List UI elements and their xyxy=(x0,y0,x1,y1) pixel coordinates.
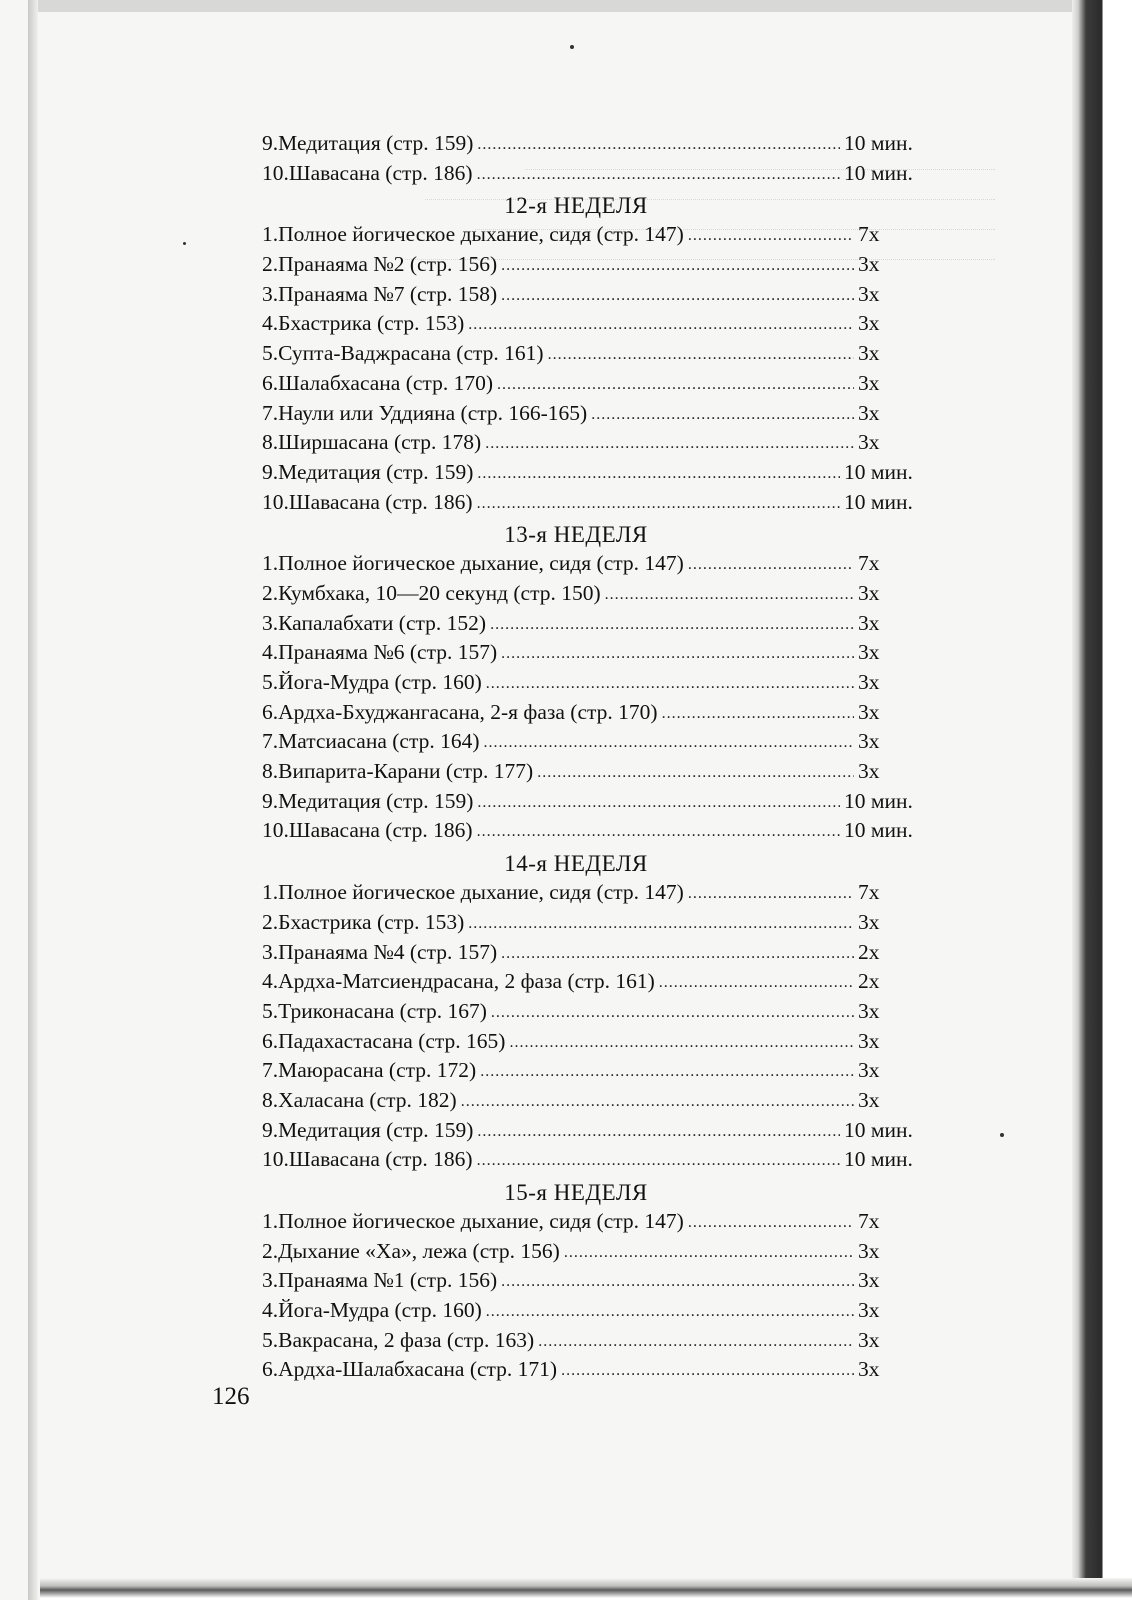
week-section xyxy=(262,190,930,519)
dot-leader xyxy=(688,556,854,574)
schedule-row xyxy=(262,910,930,940)
dot-leader xyxy=(468,915,854,933)
dot-leader xyxy=(501,257,854,275)
exercise-label: 7.Наули или Уддияна (стр. 166-165) xyxy=(262,400,588,425)
exercise-value: 10 мин. xyxy=(844,818,913,843)
dot-leader xyxy=(662,705,854,723)
dot-leader xyxy=(537,764,854,782)
schedule-row xyxy=(262,430,930,460)
dot-leader xyxy=(605,586,854,604)
schedule-row xyxy=(262,670,930,700)
schedule-row xyxy=(262,1357,930,1387)
exercise-label: 10.Шавасана (стр. 186) xyxy=(262,818,473,843)
dot-leader xyxy=(591,406,854,424)
exercise-label: 2.Кумбхака, 10—20 секунд (стр. 150) xyxy=(262,580,601,605)
schedule-row xyxy=(262,999,930,1029)
schedule-row xyxy=(262,611,930,641)
exercise-value: 3х xyxy=(858,370,880,395)
exercise-value: 7х xyxy=(858,1209,880,1233)
exercise-value: 2х xyxy=(858,939,880,964)
dot-leader xyxy=(477,794,840,812)
exercise-label: 9.Медитация (стр. 159) xyxy=(262,131,474,155)
dot-leader xyxy=(477,1123,840,1141)
exercise-value: 3х xyxy=(858,341,880,366)
exercise-value: 10 мин. xyxy=(844,788,913,813)
dot-leader xyxy=(491,1004,854,1022)
exercise-value: 10 мин. xyxy=(844,1117,913,1142)
exercise-label: 2.Дыхание «Ха», лежа (стр. 156) xyxy=(262,1238,560,1263)
page-edge-top xyxy=(30,0,1110,12)
schedule-row xyxy=(262,311,930,341)
exercise-value: 10 мин. xyxy=(844,489,913,514)
dot-leader xyxy=(688,885,854,903)
exercise-label: 4.Ардха-Матсиендрасана, 2 фаза (стр. 161) xyxy=(262,969,655,994)
exercise-label: 3.Пранаяма №1 (стр. 156) xyxy=(262,1268,498,1293)
schedule-row xyxy=(262,460,930,490)
exercise-label: 4.Пранаяма №6 (стр. 157) xyxy=(262,640,498,665)
exercise-label: 5.Супта-Ваджрасана (стр. 161) xyxy=(262,341,544,366)
dot-leader xyxy=(501,645,854,663)
dot-leader xyxy=(564,1244,854,1262)
schedule-row xyxy=(262,759,930,789)
exercise-label: 10.Шавасана (стр. 186) xyxy=(262,489,473,514)
exercise-label: 1.Полное йогическое дыхание, сидя (стр. 147) xyxy=(262,1209,684,1233)
exercise-value: 2х xyxy=(858,969,880,994)
dot-leader xyxy=(486,675,854,693)
schedule-row xyxy=(262,401,930,431)
dot-leader xyxy=(486,1303,854,1321)
exercise-label: 6.Шалабхасана (стр. 170) xyxy=(262,370,493,395)
dot-leader xyxy=(501,1273,854,1291)
exercise-label: 9.Медитация (стр. 159) xyxy=(262,1117,474,1142)
exercise-label: 6.Ардха-Бхуджангасана, 2-я фаза (стр. 170) xyxy=(262,699,658,724)
schedule-row xyxy=(262,490,930,520)
schedule-row xyxy=(262,789,930,819)
exercise-value: 3х xyxy=(858,670,880,694)
schedule-row xyxy=(262,371,930,401)
dot-leader xyxy=(688,1214,854,1232)
exercise-value: 3х xyxy=(858,699,880,724)
dot-leader xyxy=(477,166,840,184)
exercise-value: 3х xyxy=(858,759,880,784)
exercise-value: 3х xyxy=(858,610,880,635)
exercise-value: 3х xyxy=(858,909,880,934)
exercise-label: 2.Бхастрика (стр. 153) xyxy=(262,909,465,934)
exercise-value: 3х xyxy=(858,311,880,336)
week-title: 15-я НЕДЕЛЯ xyxy=(504,1180,648,1205)
exercise-label: 9.Медитация (стр. 159) xyxy=(262,788,474,813)
exercise-value: 3х xyxy=(858,640,880,665)
schedule-row xyxy=(262,640,930,670)
exercise-label: 3.Пранаяма №7 (стр. 158) xyxy=(262,281,498,306)
dot-leader xyxy=(484,734,854,752)
dot-leader xyxy=(477,823,840,841)
exercise-label: 5.Триконасана (стр. 167) xyxy=(262,998,487,1023)
dot-leader xyxy=(490,616,854,634)
exercise-value: 3х xyxy=(858,1298,880,1323)
exercise-value: 10 мин. xyxy=(844,131,913,155)
schedule-row xyxy=(262,729,930,759)
exercise-label: 6.Ардха-Шалабхасана (стр. 171) xyxy=(262,1357,558,1382)
dot-leader xyxy=(468,316,854,334)
exercise-value: 3х xyxy=(858,1238,880,1263)
exercise-value: 3х xyxy=(858,252,880,277)
exercise-value: 3х xyxy=(858,729,880,754)
schedule-row xyxy=(262,581,930,611)
exercise-label: 3.Капалабхати (стр. 152) xyxy=(262,610,487,635)
dot-leader xyxy=(688,227,854,245)
week-title: 13-я НЕДЕЛЯ xyxy=(504,522,648,548)
exercise-label: 4.Йога-Мудра (стр. 160) xyxy=(262,1298,482,1323)
schedule-row xyxy=(262,341,930,371)
exercise-value: 3х xyxy=(858,1087,880,1112)
dot-leader xyxy=(461,1093,854,1111)
exercise-label: 10.Шавасана (стр. 186) xyxy=(262,1147,473,1172)
dot-leader xyxy=(659,974,854,992)
scan-speck xyxy=(1000,1133,1004,1137)
page-edge-bottom xyxy=(40,1578,1132,1600)
schedule-row xyxy=(262,969,930,999)
exercise-value: 7х xyxy=(858,880,880,905)
schedule-row xyxy=(262,1298,930,1328)
schedule-row xyxy=(262,1147,930,1177)
schedule-row xyxy=(262,1209,930,1239)
schedule-row xyxy=(262,222,930,252)
exercise-value: 3х xyxy=(858,580,880,605)
schedule-row xyxy=(262,880,930,910)
page-edge-right xyxy=(1072,0,1132,1600)
dot-leader xyxy=(561,1362,854,1380)
dot-leader xyxy=(538,1333,854,1351)
exercise-label: 6.Падахастасана (стр. 165) xyxy=(262,1028,506,1053)
exercise-value: 3х xyxy=(858,1357,880,1382)
dot-leader xyxy=(501,945,854,963)
exercise-value: 3х xyxy=(858,1028,880,1053)
schedule-row xyxy=(262,940,930,970)
exercise-label: 7.Матсиасана (стр. 164) xyxy=(262,729,480,754)
exercise-label: 4.Бхастрика (стр. 153) xyxy=(262,311,465,336)
schedule-row xyxy=(262,1328,930,1358)
week-section xyxy=(262,848,930,1177)
dot-leader xyxy=(480,1063,854,1081)
schedule-row xyxy=(262,252,930,282)
exercise-label: 8.Ширшасана (стр. 178) xyxy=(262,430,482,455)
schedule-row xyxy=(262,282,930,312)
exercise-label: 10.Шавасана (стр. 186) xyxy=(262,160,473,185)
exercise-label: 5.Йога-Мудра (стр. 160) xyxy=(262,670,482,694)
weeks-list xyxy=(262,190,930,1387)
schedule-row xyxy=(262,818,930,848)
exercise-label: 8.Випарита-Карани (стр. 177) xyxy=(262,759,534,784)
dot-leader xyxy=(477,136,840,154)
exercise-label: 9.Медитация (стр. 159) xyxy=(262,459,474,484)
schedule-row xyxy=(262,161,930,191)
dot-leader xyxy=(485,435,854,453)
exercise-value: 3х xyxy=(858,1268,880,1293)
exercise-label: 8.Халасана (стр. 182) xyxy=(262,1087,457,1112)
exercise-value: 3х xyxy=(858,400,880,425)
exercise-label: 7.Маюрасана (стр. 172) xyxy=(262,1058,477,1083)
week-title: 14-я НЕДЕЛЯ xyxy=(504,851,648,877)
exercise-value: 3х xyxy=(858,430,880,455)
exercise-label: 2.Пранаяма №2 (стр. 156) xyxy=(262,252,498,277)
schedule-row xyxy=(262,1239,930,1269)
dot-leader xyxy=(501,287,854,305)
schedule-content xyxy=(262,131,930,1387)
schedule-row xyxy=(262,1268,930,1298)
schedule-row xyxy=(262,131,930,161)
dot-leader xyxy=(477,495,840,513)
dot-leader xyxy=(548,346,854,364)
exercise-value: 3х xyxy=(858,1058,880,1083)
schedule-row xyxy=(262,1088,930,1118)
week-section xyxy=(262,1177,930,1387)
week-title: 12-я НЕДЕЛЯ xyxy=(504,193,648,219)
top-items xyxy=(262,131,930,190)
schedule-row xyxy=(262,1029,930,1059)
schedule-row xyxy=(262,1058,930,1088)
exercise-value: 3х xyxy=(858,1327,880,1352)
exercise-label: 1.Полное йогическое дыхание, сидя (стр. 147) xyxy=(262,222,684,247)
exercise-value: 7х xyxy=(858,222,880,247)
week-section xyxy=(262,519,930,848)
exercise-value: 3х xyxy=(858,998,880,1023)
dot-leader xyxy=(497,376,854,394)
schedule-row xyxy=(262,700,930,730)
scan-speck xyxy=(570,45,574,49)
dot-leader xyxy=(509,1034,854,1052)
schedule-row xyxy=(262,1118,930,1148)
page-number: 126 xyxy=(212,1383,250,1410)
exercise-label: 1.Полное йогическое дыхание, сидя (стр. 147) xyxy=(262,551,684,576)
schedule-row xyxy=(262,551,930,581)
exercise-value: 3х xyxy=(858,281,880,306)
dot-leader xyxy=(477,1152,840,1170)
dot-leader xyxy=(477,465,840,483)
exercise-label: 3.Пранаяма №4 (стр. 157) xyxy=(262,939,498,964)
exercise-label: 5.Вакрасана, 2 фаза (стр. 163) xyxy=(262,1327,535,1352)
exercise-value: 10 мин. xyxy=(844,160,913,185)
scan-speck xyxy=(183,242,186,245)
exercise-value: 7х xyxy=(858,551,880,576)
exercise-value: 10 мин. xyxy=(844,1147,913,1172)
exercise-value: 10 мин. xyxy=(844,459,913,484)
exercise-label: 1.Полное йогическое дыхание, сидя (стр. 147) xyxy=(262,880,684,905)
page-edge-left xyxy=(28,0,38,1600)
